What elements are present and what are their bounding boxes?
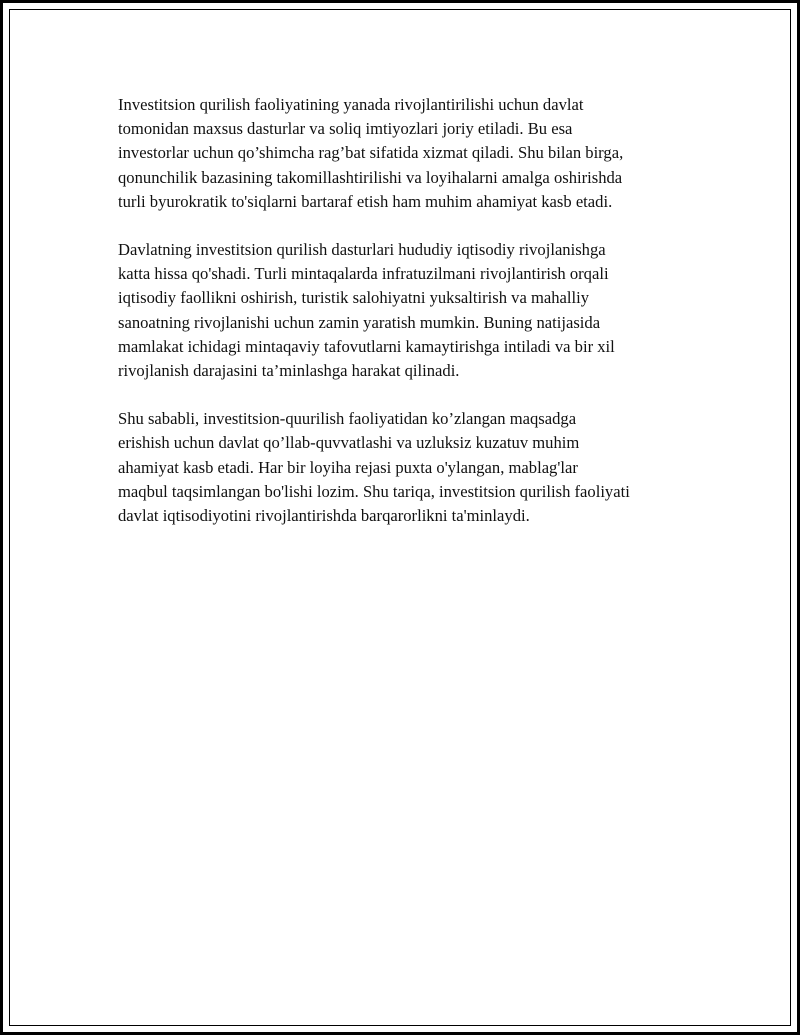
text-line: mamlakat ichidagi mintaqaviy tafovutlarni kamaytirishga intiladi va bir xil xyxy=(118,336,615,356)
paragraph-3 xyxy=(118,407,698,528)
text-line: davlat iqtisodiyotini rivojlantirishda barqarorlikni ta'minlaydi. xyxy=(118,506,530,526)
text-line: iqtisodiy faollikni oshirish, turistik salohiyatni yuksaltirish va mahalliy xyxy=(118,288,590,308)
text-line: rivojlanish darajasini ta’minlashga harakat qilinadi. xyxy=(118,361,460,381)
text-line: Davlatning investitsion qurilish dasturlari hududiy iqtisodiy rivojlanishga xyxy=(118,240,606,260)
text-line: katta hissa qo'shadi. Turli mintaqalarda infratuzilmani rivojlantirish orqali xyxy=(118,264,609,284)
text-line: Investitsion qurilish faoliyatining yanada rivojlantirilishi uchun davlat xyxy=(118,95,584,114)
text-line: investorlar uchun qo’shimcha rag’bat sifatida xizmat qiladi. Shu bilan birga, xyxy=(118,143,624,163)
text-line: erishish uchun davlat qo’llab-quvvatlashi va uzluksiz kuzatuv muhim xyxy=(118,433,580,453)
text-line: sanoatning rivojlanishi uchun zamin yaratish mumkin. Buning natijasida xyxy=(118,312,601,332)
text-line: ahamiyat kasb etadi. Har bir loyiha rejasi puxta o'ylangan, mablag'lar xyxy=(118,457,578,477)
text-line: qonunchilik bazasining takomillashtirilishi va loyihalarni amalga oshirishda xyxy=(118,167,623,187)
text-line: tomonidan maxsus dasturlar va soliq imtiyozlari joriy etiladi. Bu esa xyxy=(118,119,573,139)
document-body xyxy=(118,93,698,552)
paragraph-1 xyxy=(118,93,698,214)
text-line: Shu sababli, investitsion-quurilish faoliyatidan ko’zlangan maqsadga xyxy=(118,409,577,429)
text-line: maqbul taqsimlangan bo'lishi lozim. Shu tariqa, investitsion qurilish faoliyati xyxy=(118,481,630,501)
paragraph-2 xyxy=(118,238,698,383)
text-line: turli byurokratik to'siqlarni bartaraf etish ham muhim ahamiyat kasb etadi. xyxy=(118,191,613,211)
